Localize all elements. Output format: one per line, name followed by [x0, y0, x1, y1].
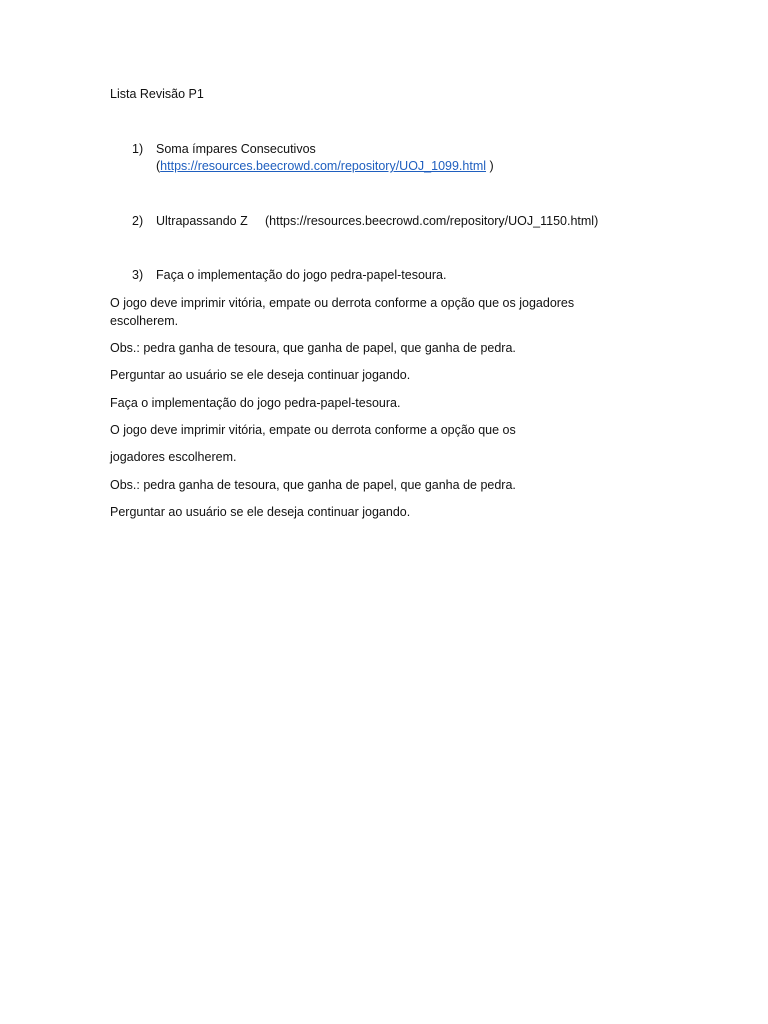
list-item-3-number: 3)	[132, 268, 144, 282]
paragraph-2: Obs.: pedra ganha de tesoura, que ganha de papel, que ganha de pedra.	[110, 341, 516, 355]
paragraph-1: O jogo deve imprimir vitória, empate ou derrota conforme a opção que os jogadores escolherem.	[110, 296, 575, 328]
paragraph-6: jogadores escolherem.	[110, 450, 237, 464]
list-item-1-link[interactable]: https://resources.beecrowd.com/repository/UOJ_1099.html	[160, 159, 487, 173]
list-item-2-text: Ultrapassando Z	[156, 214, 248, 228]
list-item-2-number: 2)	[132, 214, 144, 228]
list-item-3-text: Faça o implementação do jogo pedra-papel-tesoura.	[156, 268, 447, 282]
list-item-1-text: Soma ímpares Consecutivos	[156, 142, 316, 156]
list-item-1-link-open: (	[156, 159, 161, 173]
list-item-1-link-close: )	[486, 159, 494, 173]
list-item-1-number: 1)	[132, 142, 144, 156]
paragraph-3: Perguntar ao usuário se ele deseja continuar jogando.	[110, 368, 411, 382]
paragraph-5: O jogo deve imprimir vitória, empate ou derrota conforme a opção que os	[110, 423, 516, 437]
list-item-1-link-line	[156, 157, 494, 175]
list-item-2-url: (https://resources.beecrowd.com/repository/UOJ_1150.html)	[265, 214, 599, 228]
paragraph-4: Faça o implementação do jogo pedra-papel-tesoura.	[110, 396, 401, 410]
paragraph-7: Obs.: pedra ganha de tesoura, que ganha de papel, que ganha de pedra.	[110, 478, 516, 492]
paragraph-8: Perguntar ao usuário se ele deseja continuar jogando.	[110, 505, 411, 519]
document-title: Lista Revisão P1	[110, 87, 204, 101]
